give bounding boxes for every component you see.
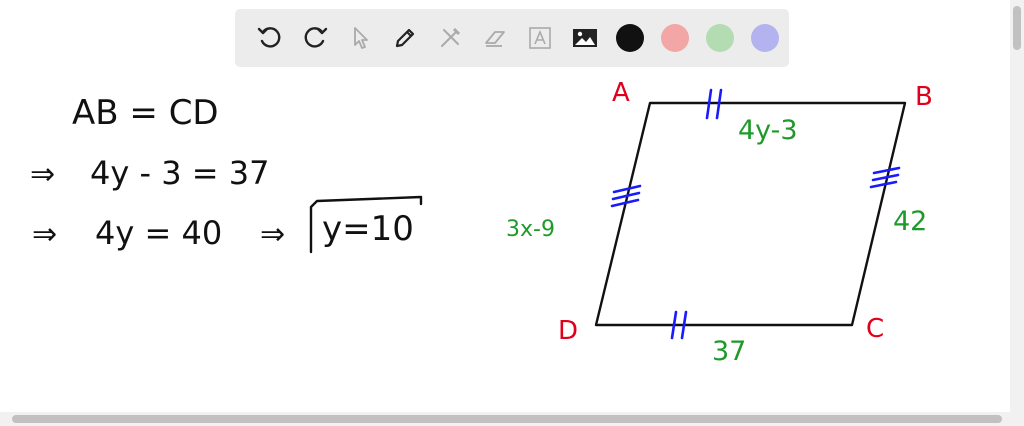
redo-button[interactable] <box>292 18 337 58</box>
horizontal-scroll-thumb[interactable] <box>12 415 1002 423</box>
select-button[interactable] <box>337 18 382 58</box>
scrollbar-corner <box>1010 412 1024 426</box>
tick-marks <box>612 90 899 338</box>
implies-arrow: ⇒ <box>30 157 56 192</box>
drawing-toolbar <box>235 9 789 67</box>
vertex-label-c: C <box>866 314 885 344</box>
implies-arrow: ⇒ <box>260 217 286 252</box>
tick-da <box>614 186 640 192</box>
tick-da <box>613 193 639 199</box>
tick-cd <box>672 312 676 338</box>
undo-button[interactable] <box>247 18 292 58</box>
vertex-label-a: A <box>612 78 630 108</box>
tools-icon <box>435 23 465 53</box>
tick-ab <box>707 90 711 118</box>
color-swatch-red <box>661 24 689 52</box>
vertex-label-d: D <box>558 316 579 346</box>
parallelogram-abcd <box>596 103 905 325</box>
eraser-icon <box>480 23 510 53</box>
color-blue-button[interactable] <box>742 18 787 58</box>
undo-icon <box>255 23 285 53</box>
select-icon <box>345 23 375 53</box>
side-label-bc: 42 <box>893 206 928 237</box>
redo-icon <box>300 23 330 53</box>
pen-button[interactable] <box>382 18 427 58</box>
text-icon <box>525 23 555 53</box>
color-swatch-green <box>706 24 734 52</box>
vertex-label-b: B <box>915 82 933 112</box>
tools-button[interactable] <box>427 18 472 58</box>
text-button[interactable] <box>517 18 562 58</box>
side-label-ab: 4y-3 <box>738 115 798 146</box>
image-icon <box>570 23 600 53</box>
color-red-button[interactable] <box>652 18 697 58</box>
horizontal-scrollbar[interactable] <box>0 412 1010 426</box>
pen-icon <box>390 23 420 53</box>
vertical-scrollbar[interactable] <box>1010 0 1024 412</box>
work-line-2: 4y - 3 = 37 <box>90 154 270 192</box>
tick-da <box>612 200 638 206</box>
side-label-da: 3x-9 <box>506 217 555 242</box>
tick-bc <box>874 168 899 173</box>
answer-value: y=10 <box>322 209 414 249</box>
work-line-3: 4y = 40 <box>95 214 223 252</box>
eraser-button[interactable] <box>472 18 517 58</box>
tick-ab <box>717 90 721 118</box>
vertical-scroll-thumb[interactable] <box>1013 6 1021 50</box>
answer-box <box>311 197 421 252</box>
tick-bc <box>871 182 896 187</box>
side-label-cd: 37 <box>712 336 747 367</box>
image-button[interactable] <box>562 18 607 58</box>
color-green-button[interactable] <box>697 18 742 58</box>
tick-cd <box>682 312 686 338</box>
work-line-1: AB = CD <box>72 93 219 133</box>
color-swatch-blue <box>751 24 779 52</box>
implies-arrow: ⇒ <box>32 217 58 252</box>
tick-bc <box>873 175 898 180</box>
color-black-button[interactable] <box>607 18 652 58</box>
color-swatch-black <box>616 24 644 52</box>
